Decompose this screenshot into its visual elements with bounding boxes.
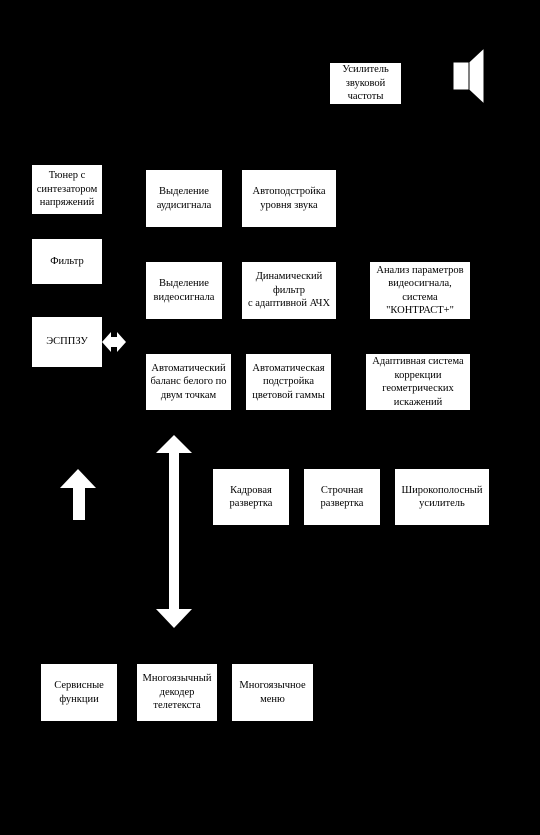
color-gamma-block: Автоматическая подстройка цветовой гаммы: [246, 354, 331, 410]
geometry-correction-block: Адаптивная система коррекции геометрических искажений: [366, 354, 470, 410]
speaker-icon: [453, 48, 484, 104]
up-arrow: [60, 469, 96, 520]
dynamic-filter-block: Динамический фильтр с адаптивной АЧХ: [242, 262, 336, 319]
filter-block: Фильтр: [32, 239, 102, 284]
line-scan-block: Строчная развертка: [304, 469, 380, 525]
bidirectional-arrow-horizontal: [102, 332, 126, 352]
teletext-decoder-block: Многоязычный декодер телетекста: [137, 664, 217, 721]
bus-arrow-vertical: [156, 435, 192, 628]
frame-scan-block: Кадровая развертка: [213, 469, 289, 525]
eeprom-block: ЭСППЗУ: [32, 317, 102, 367]
video-analysis-block: Анализ параметров видеосигнала, система "КОНТРАСТ+": [370, 262, 470, 319]
sound-amplifier-block: Усилитель звуковой частоты: [330, 63, 401, 104]
auto-volume-block: Автоподстройка уровня звука: [242, 170, 336, 227]
wideband-amplifier-block: Широкополосный усилитель: [395, 469, 489, 525]
white-balance-block: Автоматический баланс белого по двум точкам: [146, 354, 231, 410]
audio-select-block: Выделение аудисигнала: [146, 170, 222, 227]
service-functions-block: Сервисные функции: [41, 664, 117, 721]
multilingual-menu-block: Многоязычное меню: [232, 664, 313, 721]
tuner-block: Тюнер с синтезатором напряжений: [32, 165, 102, 214]
video-select-block: Выделение видеосигнала: [146, 262, 222, 319]
